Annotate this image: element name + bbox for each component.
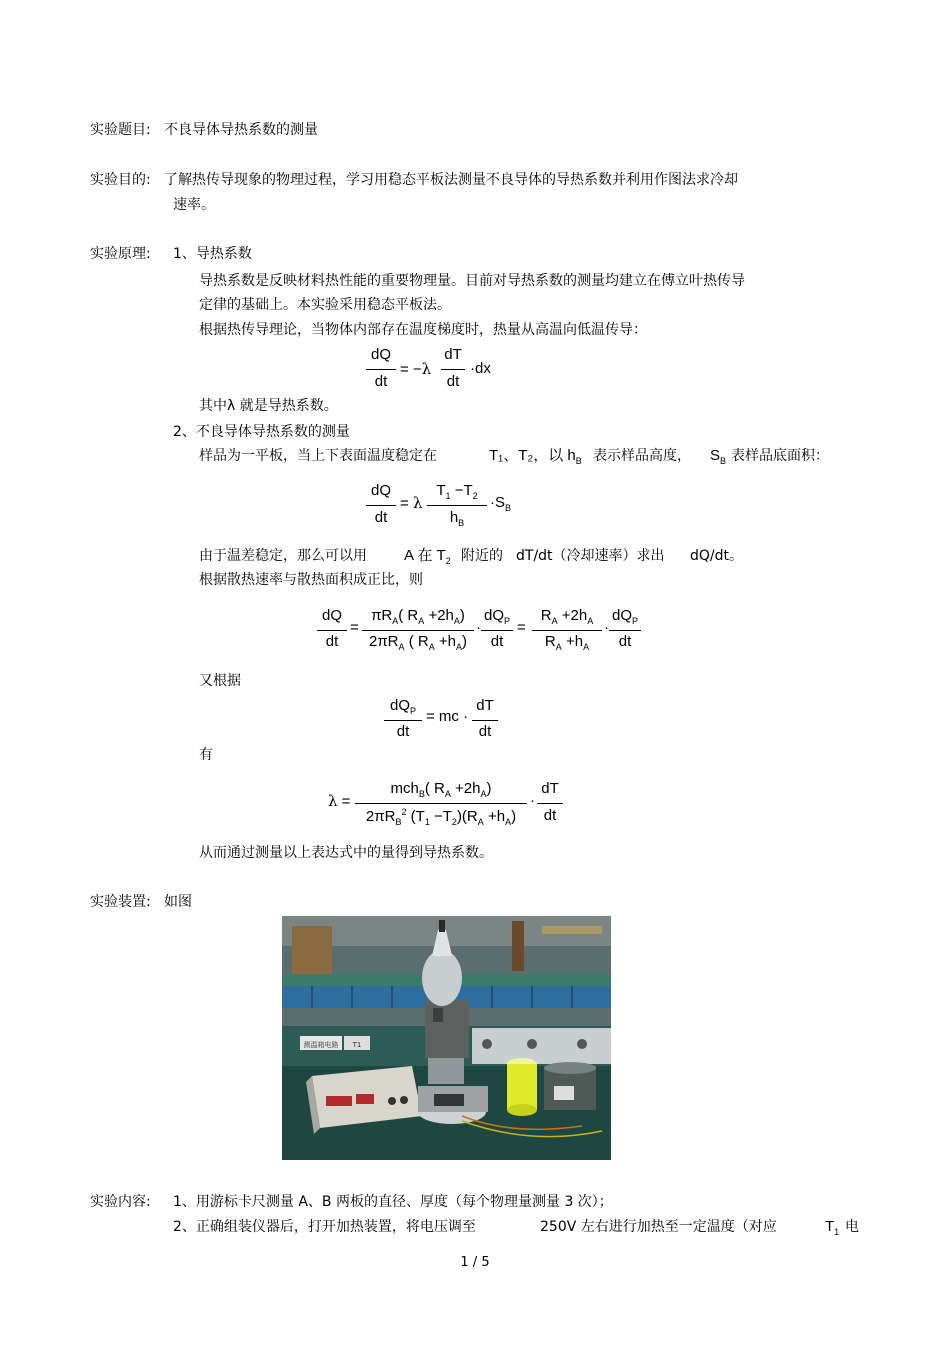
apparatus-text: 如图 bbox=[164, 894, 192, 910]
title-label: 实验题目: bbox=[90, 122, 151, 138]
section-2-heading: 2、不良导体导热系数的测量 bbox=[173, 424, 350, 440]
apparatus-photo bbox=[282, 916, 611, 1160]
apparatus-label: 实验装置: bbox=[90, 894, 151, 910]
content-item-2-end: 电 bbox=[845, 1219, 859, 1235]
purpose-line-1: 了解热传导现象的物理过程，学习用稳态平板法测量不良导体的导热系数并利用作图法求冷却 bbox=[164, 172, 738, 188]
inline-symbols: T₁、T₂，以 $h_B$ bbox=[489, 447, 582, 466]
principle-paragraph: 表样品底面积： bbox=[731, 448, 829, 464]
principle-paragraph: 从而通过测量以上表达式中的量得到导热系数。 bbox=[199, 845, 493, 861]
purpose-label: 实验目的: bbox=[90, 172, 151, 188]
principle-paragraph: 有 bbox=[199, 747, 213, 763]
principle-paragraph: 表示样品高度， bbox=[593, 448, 691, 464]
section-1-heading: 1、导热系数 bbox=[173, 246, 252, 262]
svg-text:测温箱电路: 测温箱电路 bbox=[303, 1041, 339, 1049]
document-title: 不良导体导热系数的测量 bbox=[164, 122, 318, 138]
purpose-line-2: 速率。 bbox=[173, 197, 215, 213]
inline-symbols: A 在 $T_2$ bbox=[404, 547, 451, 566]
svg-text:T1: T1 bbox=[352, 1041, 362, 1049]
principle-paragraph: dQ/dt。 bbox=[690, 548, 743, 564]
content-item-2-continued: 250V 左右进行加热至一定温度（对应 bbox=[540, 1219, 777, 1235]
principle-paragraph: 附近的 bbox=[461, 548, 503, 564]
principle-paragraph: 根据散热速率与散热面积成正比，则 bbox=[199, 572, 423, 588]
principle-paragraph: 样品为一平板，当上下表面温度稳定在 bbox=[199, 448, 437, 464]
principle-paragraph: 根据热传导理论，当物体内部存在温度梯度时，热量从高温向低温传导： bbox=[199, 322, 647, 338]
content-label: 实验内容: bbox=[90, 1194, 151, 1210]
principle-paragraph: 定律的基础上。本实验采用稳态平板法。 bbox=[199, 297, 451, 313]
principle-paragraph: 又根据 bbox=[199, 673, 241, 689]
content-item-2: 2、正确组装仪器后，打开加热装置，将电压调至 bbox=[173, 1219, 476, 1235]
principle-paragraph: 其中λ 就是导热系数。 bbox=[199, 398, 338, 414]
content-item-1: 1、用游标卡尺测量 A、B 两板的直径、厚度（每个物理量测量 3 次）； bbox=[173, 1194, 613, 1210]
content-item-2-symbol: $T_1$ bbox=[825, 1218, 840, 1237]
principle-paragraph: 导热系数是反映材料热性能的重要物理量。目前对导热系数的测量均建立在傅立叶热传导 bbox=[199, 273, 745, 289]
principle-paragraph: dT/dt（冷却速率）求出 bbox=[516, 548, 665, 564]
principle-label: 实验原理: bbox=[90, 246, 151, 262]
inline-symbols: $S_B$ bbox=[710, 447, 727, 466]
principle-paragraph: 由于温差稳定，那么可以用 bbox=[199, 548, 367, 564]
page-number: 1 / 5 bbox=[460, 1255, 490, 1270]
